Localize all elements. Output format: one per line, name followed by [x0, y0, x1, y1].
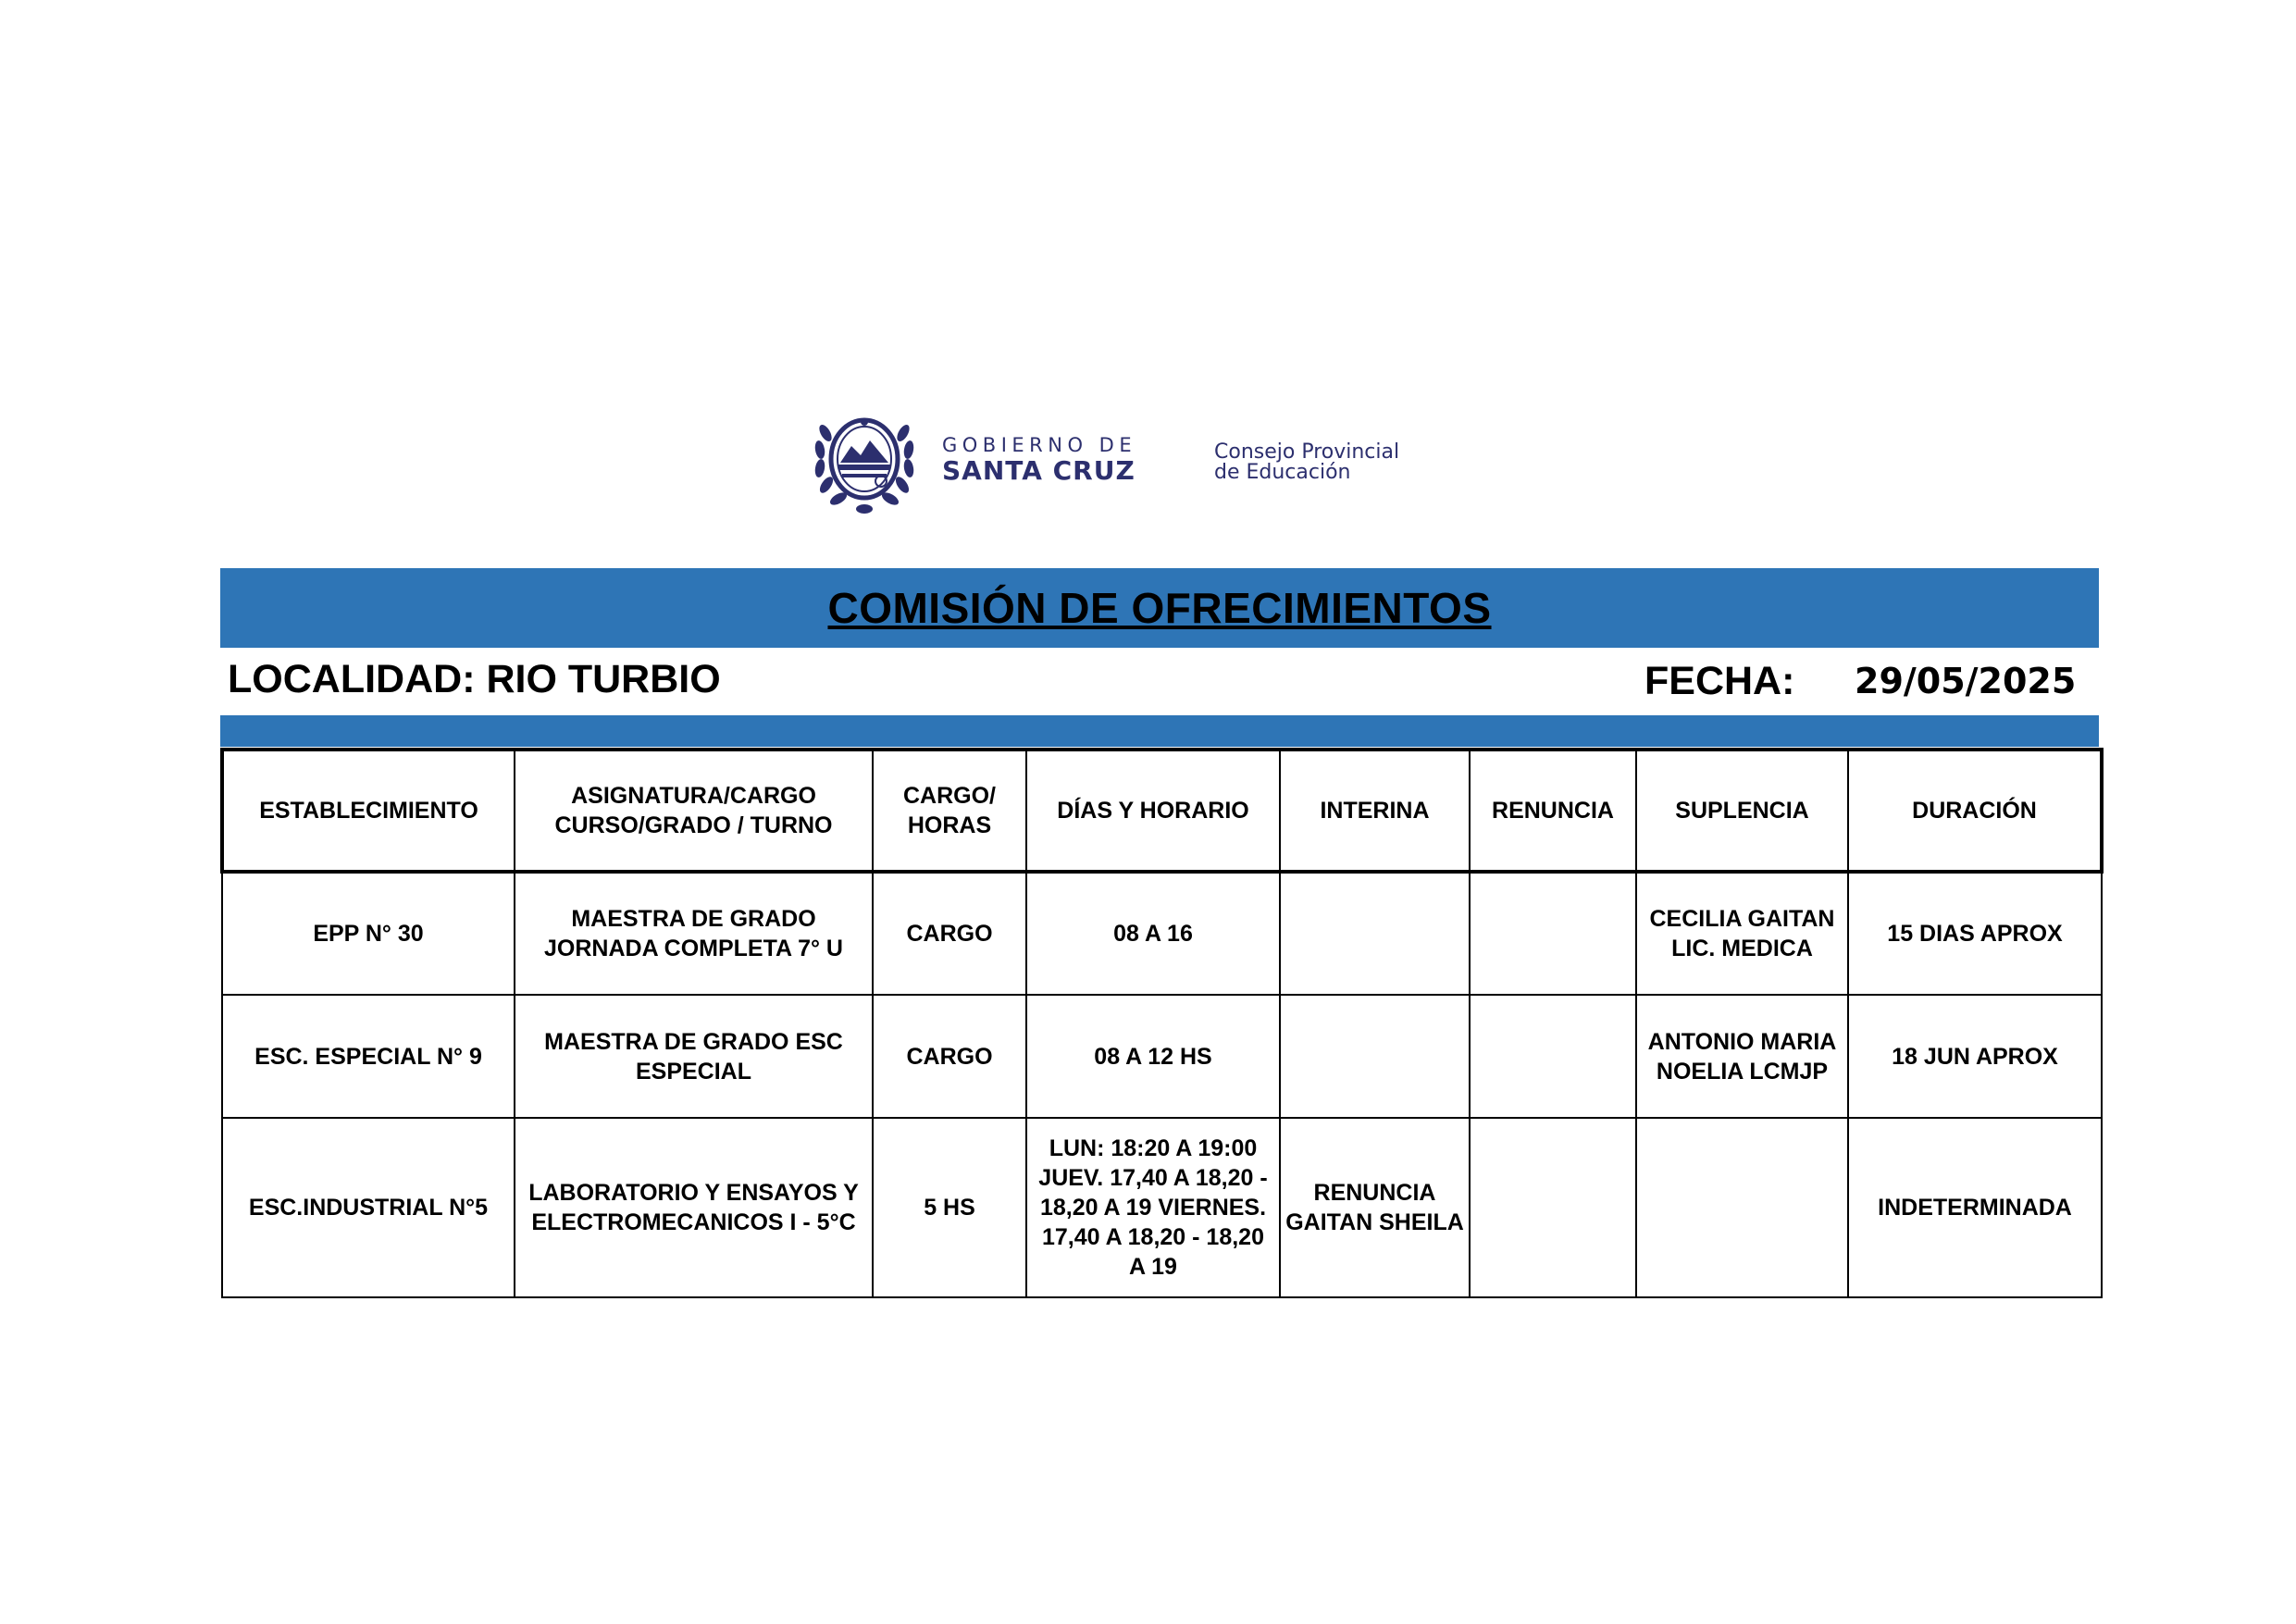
column-header-asignatura: ASIGNATURA/CARGO CURSO/GRADO / TURNO [515, 750, 873, 872]
header-logo [814, 405, 1462, 516]
cell-interina: RENUNCIA GAITAN SHEILA [1280, 1118, 1470, 1297]
cell-establecimiento: ESC.INDUSTRIAL N°5 [222, 1118, 515, 1297]
column-header-cargo-horas: CARGO/ HORAS [873, 750, 1026, 872]
council-name-line-2: de Educación [1214, 461, 1351, 484]
cell-establecimiento: ESC. ESPECIAL N° 9 [222, 995, 515, 1118]
cell-asignatura: MAESTRA DE GRADO JORNADA COMPLETA 7° U [515, 872, 873, 995]
cell-asignatura: LABORATORIO Y ENSAYOS Y ELECTROMECANICOS I - 5°C [515, 1118, 873, 1297]
cell-renuncia [1470, 872, 1636, 995]
cell-asignatura: MAESTRA DE GRADO ESC ESPECIAL [515, 995, 873, 1118]
locality-label: LOCALIDAD: RIO TURBIO [228, 657, 721, 701]
column-header-dias-horario: DÍAS Y HORARIO [1026, 750, 1280, 872]
column-header-renuncia: RENUNCIA [1470, 750, 1636, 872]
table-header-row [222, 750, 2102, 872]
government-name-line-2: SANTA CRUZ [942, 455, 1136, 486]
cell-renuncia [1470, 1118, 1636, 1297]
column-header-establecimiento: ESTABLECIMIENTO [222, 750, 515, 872]
cell-duracion: INDETERMINADA [1848, 1118, 2102, 1297]
cell-duracion: 15 DIAS APROX [1848, 872, 2102, 995]
cell-cargo-horas: CARGO [873, 872, 1026, 995]
title-band [220, 568, 2099, 648]
cell-establecimiento: EPP N° 30 [222, 872, 515, 995]
cell-cargo-horas: 5 HS [873, 1118, 1026, 1297]
government-name-line-1: GOBIERNO DE [942, 434, 1137, 456]
cell-dias-horario: 08 A 16 [1026, 872, 1280, 995]
table-row [222, 872, 2102, 995]
cell-dias-horario: 08 A 12 HS [1026, 995, 1280, 1118]
cell-cargo-horas: CARGO [873, 995, 1026, 1118]
cell-suplencia: ANTONIO MARIA NOELIA LCMJP [1636, 995, 1848, 1118]
cell-duracion: 18 JUN APROX [1848, 995, 2102, 1118]
column-header-suplencia: SUPLENCIA [1636, 750, 1848, 872]
table-row [222, 995, 2102, 1118]
santa-cruz-coat-of-arms-icon [814, 405, 914, 514]
date-label: FECHA: [1644, 659, 1795, 703]
cell-renuncia [1470, 995, 1636, 1118]
table-row [222, 1118, 2102, 1297]
cell-suplencia [1636, 1118, 1848, 1297]
offers-table [220, 748, 2104, 1298]
cell-interina [1280, 872, 1470, 995]
column-header-interina: INTERINA [1280, 750, 1470, 872]
cell-suplencia: CECILIA GAITAN LIC. MEDICA [1636, 872, 1848, 995]
separator-band [220, 715, 2099, 747]
column-header-duracion: DURACIÓN [1848, 750, 2102, 872]
council-name-line-1: Consejo Provincial [1214, 440, 1400, 464]
page-title: COMISIÓN DE OFRECIMIENTOS [827, 584, 1492, 632]
date-value: 29/05/2025 [1855, 661, 2077, 701]
cell-dias-horario: LUN: 18:20 A 19:00 JUEV. 17,40 A 18,20 - 18,20 A 19 VIERNES. 17,40 A 18,20 - 18,20 A 19 [1026, 1118, 1280, 1297]
cell-interina [1280, 995, 1470, 1118]
